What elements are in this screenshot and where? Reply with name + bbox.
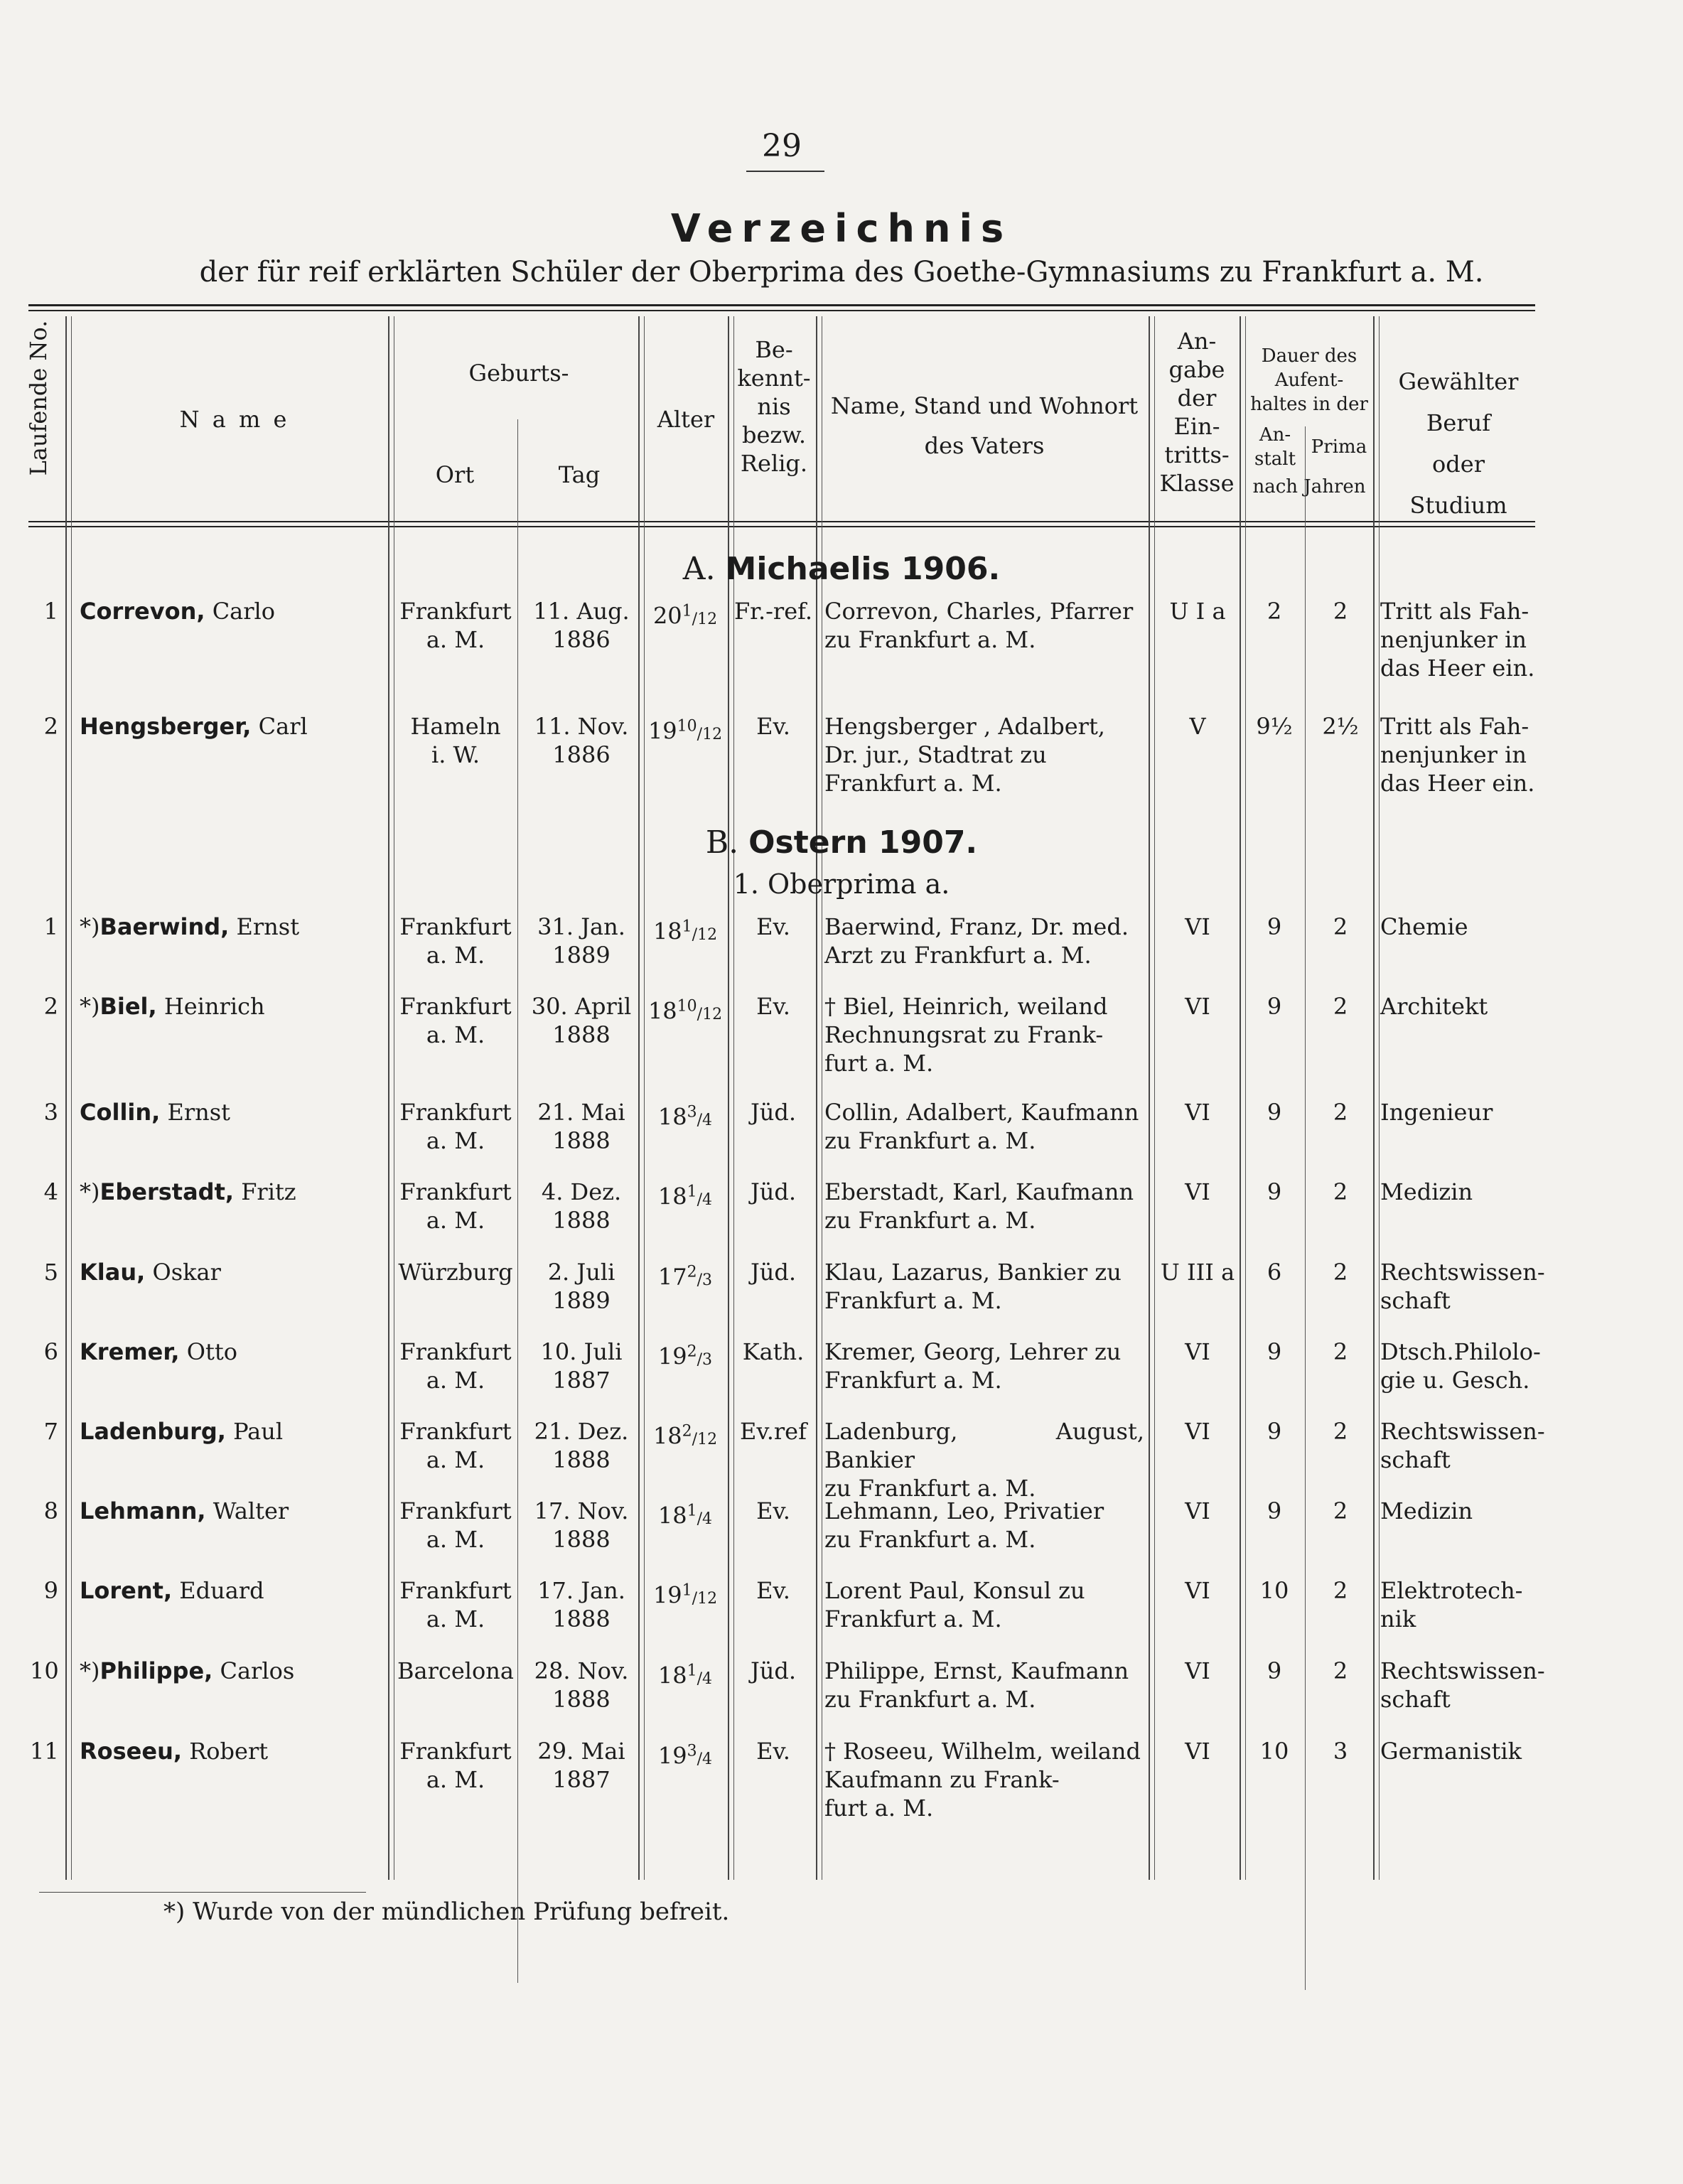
age: $17^2/3$: [657, 1263, 713, 1291]
header-prima: Prima: [1311, 436, 1367, 458]
student-name: *)Philippe, Carlos: [80, 1657, 295, 1684]
father-info: Correvon, Charles, Pfarrer zu Frankfurt a. M.: [824, 598, 1134, 653]
entry-class: VI: [1185, 913, 1210, 940]
birth-place: Frankfurt a. M.: [399, 1418, 512, 1473]
years-at-school: 9½: [1256, 713, 1293, 740]
header-bekenntnis: Be- kennt- nis bezw. Relig.: [737, 336, 811, 477]
age: $20^1/12$: [652, 602, 718, 630]
birth-place: Frankfurt a. M.: [399, 1738, 512, 1793]
religion: Ev.: [756, 913, 790, 940]
row-number: 9: [43, 1577, 58, 1604]
years-in-prima: 2: [1333, 1178, 1348, 1205]
birth-date: 31. Jan. 1889: [537, 913, 625, 969]
birth-place: Frankfurt a. M.: [399, 1099, 512, 1154]
row-number: 1: [43, 598, 58, 625]
birth-place: Frankfurt a. M.: [399, 1178, 512, 1234]
birth-place: Hameln i. W.: [410, 713, 501, 768]
row-number: 4: [43, 1178, 58, 1205]
entry-class: V: [1189, 713, 1206, 740]
table-row: [0, 1417, 1683, 1502]
birth-date: 11. Nov. 1886: [534, 713, 629, 768]
father-info: Klau, Lazarus, Bankier zu Frankfurt a. M.: [824, 1259, 1122, 1314]
birth-date: 30. April 1888: [531, 993, 632, 1048]
years-in-prima: 2: [1333, 1577, 1348, 1604]
years-at-school: 9: [1267, 1418, 1282, 1445]
entry-class: VI: [1185, 1099, 1210, 1126]
header-name: N a m e: [179, 406, 290, 433]
section-heading: A. Michaelis 1906.: [682, 551, 1001, 587]
row-number: 6: [43, 1338, 58, 1365]
entry-class: VI: [1185, 1418, 1210, 1445]
years-in-prima: 2: [1333, 1497, 1348, 1524]
years-in-prima: 2: [1333, 1259, 1348, 1286]
birth-date: 21. Mai 1888: [537, 1099, 625, 1154]
birth-place: Frankfurt a. M.: [399, 1338, 512, 1394]
age: $18^1/4$: [657, 1662, 713, 1689]
years-at-school: 10: [1259, 1738, 1289, 1765]
header-vater: Name, Stand und Wohnort des Vaters: [830, 392, 1139, 459]
years-in-prima: 3: [1333, 1738, 1348, 1765]
years-at-school: 9: [1267, 1497, 1282, 1524]
student-name: *)Eberstadt, Fritz: [80, 1178, 296, 1205]
table-row: [0, 992, 1683, 1077]
chosen-career: Medizin: [1380, 1178, 1473, 1205]
chosen-career: Germanistik: [1380, 1738, 1522, 1765]
entry-class: VI: [1185, 1738, 1210, 1765]
entry-class: U III a: [1160, 1259, 1235, 1286]
chosen-career: Tritt als Fah- nenjunker in das Heer ein.: [1380, 598, 1535, 682]
row-number: 2: [43, 713, 58, 740]
birth-date: 29. Mai 1887: [537, 1738, 625, 1793]
header-rule: [28, 521, 1535, 522]
chosen-career: Rechtswissen- schaft: [1380, 1418, 1545, 1473]
years-in-prima: 2: [1333, 598, 1348, 625]
header-rule-2: [28, 526, 1535, 527]
father-info: † Biel, Heinrich, weiland Rechnungsrat zu Frank- furt a. M.: [824, 993, 1108, 1077]
entry-class: VI: [1185, 1178, 1210, 1205]
religion: Ev.: [756, 1738, 790, 1765]
birth-place: Frankfurt a. M.: [399, 1577, 512, 1632]
age: $18^1/4$: [657, 1502, 713, 1529]
page-title: Verzeichnis: [670, 206, 1013, 251]
religion: Ev.: [756, 1577, 790, 1604]
header-ort: Ort: [435, 461, 475, 488]
father-info: Hengsberger , Adalbert, Dr. jur., Stadtrat zu Frankfurt a. M.: [824, 713, 1105, 797]
chosen-career: Elektrotech- nik: [1380, 1577, 1523, 1632]
religion: Fr.-ref.: [733, 598, 813, 625]
entry-class: VI: [1185, 1577, 1210, 1604]
birth-date: 11. Aug. 1886: [533, 598, 630, 653]
birth-place: Frankfurt a. M.: [399, 1497, 512, 1553]
table-row: [0, 1258, 1683, 1336]
student-name: *)Biel, Heinrich: [80, 993, 265, 1020]
row-number: 5: [43, 1259, 58, 1286]
student-name: Kremer, Otto: [80, 1338, 237, 1365]
birth-place: Frankfurt a. M.: [399, 993, 512, 1048]
row-number: 10: [30, 1657, 59, 1684]
table-row: [0, 1576, 1683, 1655]
header-tag: Tag: [558, 461, 601, 488]
father-info: Lehmann, Leo, Privatier zu Frankfurt a. M.: [824, 1497, 1104, 1553]
header-nach-jahren: nach Jahren: [1252, 476, 1366, 497]
religion: Jüd.: [750, 1657, 797, 1684]
birth-date: 17. Nov. 1888: [534, 1497, 629, 1553]
years-at-school: 2: [1267, 598, 1282, 625]
chosen-career: Medizin: [1380, 1497, 1473, 1524]
religion: Ev.ref: [740, 1418, 807, 1445]
age: $18^2/12$: [652, 1422, 718, 1450]
years-in-prima: 2: [1333, 1418, 1348, 1445]
father-info: Baerwind, Franz, Dr. med. Arzt zu Frankfurt a. M.: [824, 913, 1129, 969]
row-number: 3: [43, 1099, 58, 1126]
row-number: 1: [43, 913, 58, 940]
top-rule: [28, 304, 1535, 306]
student-name: Klau, Oskar: [80, 1259, 221, 1286]
header-beruf: Gewählter Beruf oder Studium: [1398, 368, 1519, 519]
student-name: Lorent, Eduard: [80, 1577, 264, 1604]
chosen-career: Ingenieur: [1380, 1099, 1493, 1126]
header-laufende-no: Laufende No.: [25, 320, 52, 476]
age: $18^1/12$: [652, 918, 718, 945]
header-geburts: Geburts-: [468, 360, 569, 387]
years-in-prima: 2: [1333, 1338, 1348, 1365]
years-in-prima: 2: [1333, 993, 1348, 1020]
age: $18^3/4$: [657, 1103, 713, 1131]
religion: Ev.: [756, 1497, 790, 1524]
chosen-career: Dtsch.Philolo- gie u. Gesch.: [1380, 1338, 1541, 1394]
table-row: [0, 1338, 1683, 1416]
birth-place: Frankfurt a. M.: [399, 913, 512, 969]
table-row: [0, 597, 1683, 682]
footnote: *) Wurde von der mündlichen Prüfung befreit.: [163, 1898, 730, 1926]
birth-place: Würzburg: [398, 1259, 513, 1286]
father-info: Philippe, Ernst, Kaufmann zu Frankfurt a. M.: [824, 1657, 1129, 1713]
chosen-career: Tritt als Fah- nenjunker in das Heer ein.: [1380, 713, 1535, 797]
years-at-school: 9: [1267, 993, 1282, 1020]
years-in-prima: 2: [1333, 913, 1348, 940]
religion: Jüd.: [750, 1178, 797, 1205]
chosen-career: Chemie: [1380, 913, 1468, 940]
row-number: 11: [30, 1738, 59, 1765]
birth-date: 2. Juli 1889: [547, 1259, 615, 1314]
table-row: [0, 1657, 1683, 1735]
footnote-rule: [39, 1892, 366, 1893]
birth-date: 28. Nov. 1888: [534, 1657, 629, 1713]
years-at-school: 9: [1267, 1338, 1282, 1365]
student-name: Correvon, Carlo: [80, 598, 276, 625]
chosen-career: Rechtswissen- schaft: [1380, 1259, 1545, 1314]
father-info: Ladenburg, August, Bankier zu Frankfurt a. M.: [824, 1418, 1144, 1502]
birth-date: 17. Jan. 1888: [537, 1577, 625, 1632]
page-subtitle: der für reif erklärten Schüler der Oberprima des Goethe-Gymnasiums zu Frankfurt a. M.: [199, 256, 1484, 289]
religion: Kath.: [742, 1338, 805, 1365]
header-anstalt: An- stalt: [1254, 424, 1296, 470]
religion: Ev.: [756, 713, 790, 740]
table-row: [0, 1098, 1683, 1176]
years-at-school: 9: [1267, 1657, 1282, 1684]
header-eintritt: An- gabe der Ein- tritts- Klasse: [1159, 328, 1235, 497]
student-name: Ladenburg, Paul: [80, 1418, 284, 1445]
years-at-school: 9: [1267, 1099, 1282, 1126]
age: $18^{10}/12$: [647, 997, 723, 1025]
header-dauer: Dauer des Aufent- haltes in der: [1250, 345, 1368, 415]
table-row: [0, 1178, 1683, 1256]
section-heading: B. Ostern 1907.: [705, 824, 978, 861]
table-row: [0, 913, 1683, 991]
years-at-school: 9: [1267, 1178, 1282, 1205]
years-at-school: 9: [1267, 913, 1282, 940]
row-number: 7: [43, 1418, 58, 1445]
page-number: 29: [762, 128, 802, 164]
chosen-career: Architekt: [1380, 993, 1488, 1020]
age: $19^1/12$: [652, 1581, 718, 1609]
chosen-career: Rechtswissen- schaft: [1380, 1657, 1545, 1713]
row-number: 8: [43, 1497, 58, 1524]
birth-place: Barcelona: [397, 1657, 514, 1684]
table-row: [0, 1737, 1683, 1822]
section-subheading: 1. Oberprima a.: [733, 868, 950, 900]
age: $19^2/3$: [657, 1343, 713, 1370]
student-name: Hengsberger, Carl: [80, 713, 308, 740]
entry-class: VI: [1185, 1497, 1210, 1524]
age: $19^3/4$: [657, 1742, 713, 1770]
entry-class: VI: [1185, 1338, 1210, 1365]
years-at-school: 6: [1267, 1259, 1282, 1286]
birth-date: 4. Dez. 1888: [541, 1178, 622, 1234]
row-number: 2: [43, 993, 58, 1020]
years-in-prima: 2: [1333, 1657, 1348, 1684]
student-name: Lehmann, Walter: [80, 1497, 289, 1524]
entry-class: U I a: [1169, 598, 1226, 625]
religion: Jüd.: [750, 1259, 797, 1286]
page-number-rule: [746, 171, 824, 172]
header-alter: Alter: [657, 406, 715, 433]
age: $19^{10}/12$: [647, 717, 723, 745]
father-info: † Roseeu, Wilhelm, weiland Kaufmann zu Frank- furt a. M.: [824, 1738, 1141, 1822]
years-in-prima: 2½: [1322, 713, 1359, 740]
student-name: Roseeu, Robert: [80, 1738, 269, 1765]
father-info: Lorent Paul, Konsul zu Frankfurt a. M.: [824, 1577, 1085, 1632]
student-name: Collin, Ernst: [80, 1099, 231, 1126]
religion: Ev.: [756, 993, 790, 1020]
age: $18^1/4$: [657, 1183, 713, 1210]
entry-class: VI: [1185, 1657, 1210, 1684]
table-row: [0, 1497, 1683, 1575]
father-info: Eberstadt, Karl, Kaufmann zu Frankfurt a. M.: [824, 1178, 1134, 1234]
religion: Jüd.: [750, 1099, 797, 1126]
student-name: *)Baerwind, Ernst: [80, 913, 300, 940]
birth-date: 10. Juli 1887: [540, 1338, 623, 1394]
entry-class: VI: [1185, 993, 1210, 1020]
years-at-school: 10: [1259, 1577, 1289, 1604]
table-row: [0, 712, 1683, 797]
birth-date: 21. Dez. 1888: [534, 1418, 629, 1473]
father-info: Kremer, Georg, Lehrer zu Frankfurt a. M.: [824, 1338, 1122, 1394]
top-rule-2: [28, 310, 1535, 311]
father-info: Collin, Adalbert, Kaufmann zu Frankfurt a. M.: [824, 1099, 1139, 1154]
years-in-prima: 2: [1333, 1099, 1348, 1126]
birth-place: Frankfurt a. M.: [399, 598, 512, 653]
